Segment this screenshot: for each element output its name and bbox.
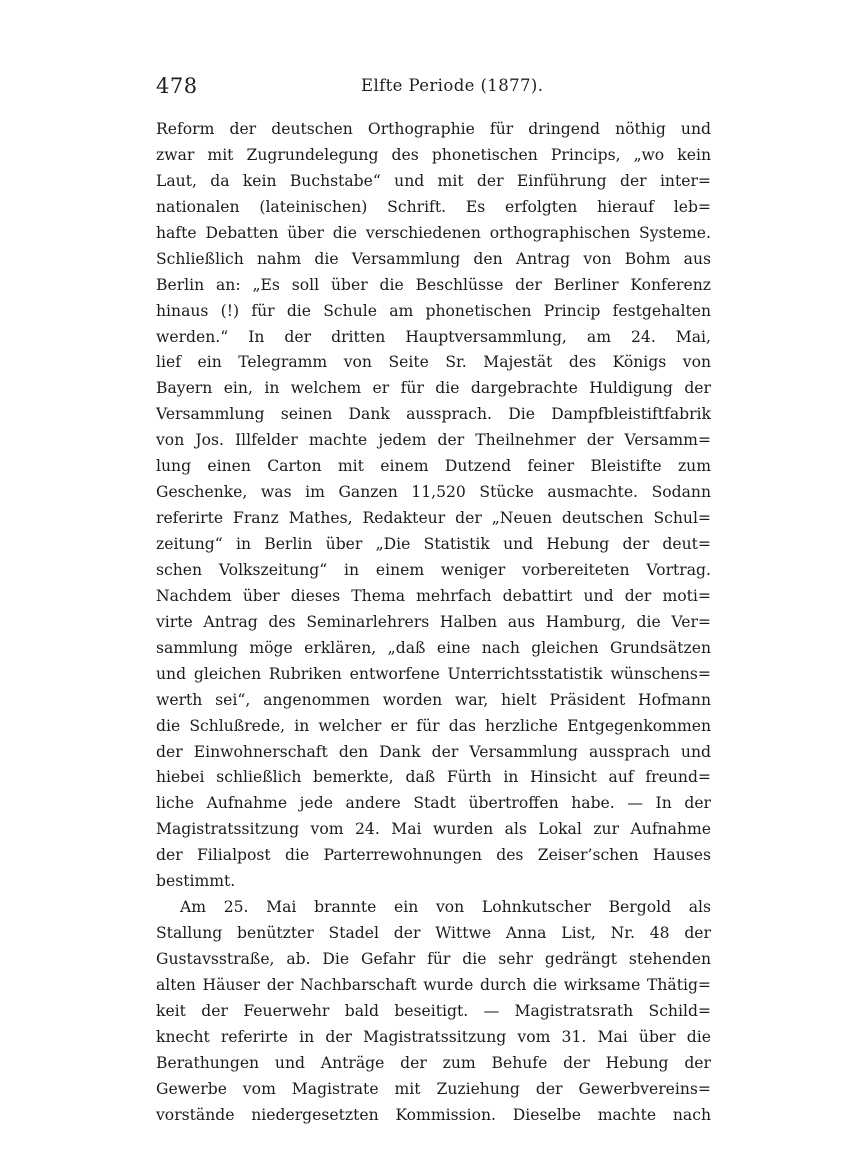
text-line: der Einwohnerschaft den Dank der Versammlung aussprach und <box>156 742 711 761</box>
text-line: zeitung“ in Berlin über „Die Statistik und Hebung der deut= <box>156 535 711 553</box>
text-line: Reform der deutschen Orthographie für dringend nöthig und <box>156 120 711 138</box>
text-line: nationalen (lateinischen) Schrift. Es erfolgten hierauf leb= <box>156 197 711 216</box>
text-line: virte Antrag des Seminarlehrers Halben aus Hamburg, die Ver= <box>156 612 711 631</box>
text-line: Berlin an: „Es soll über die Beschlüsse der Berliner Konferenz <box>156 275 711 294</box>
text-line: die Schlußrede, in welcher er für das herzliche Entgegenkommen <box>156 716 711 735</box>
body-text <box>156 117 711 1129</box>
text-line: hinaus (!) für die Schule am phonetischen Princip festgehalten <box>156 301 711 320</box>
running-head: Elfte Periode (1877). <box>361 76 544 95</box>
text-line: von Jos. Illfelder machte jedem der Theilnehmer der Versamm= <box>156 431 711 450</box>
text-line: lung einen Carton mit einem Dutzend feiner Bleistifte zum <box>156 457 711 476</box>
text-line: und gleichen Rubriken entworfene Unterrichtsstatistik wünschens= <box>156 664 711 683</box>
text-line: Nachdem über dieses Thema mehrfach debattirt und der moti= <box>156 586 711 605</box>
text-line: Geschenke, was im Ganzen 11,520 Stücke ausmachte. Sodann <box>156 483 711 502</box>
text-line: schen Volkszeitung“ in einem weniger vorbereiteten Vortrag. <box>156 560 711 579</box>
text-line: Stallung benützter Stadel der Wittwe Anna List, Nr. 48 der <box>156 924 711 943</box>
text-line: lief ein Telegramm von Seite Sr. Majestät des Königs von <box>156 353 711 372</box>
text-line: keit der Feuerwehr bald beseitigt. — Magistratsrath Schild= <box>156 1001 711 1020</box>
page-number: 478 <box>156 74 198 98</box>
text-line: sammlung möge erklären, „daß eine nach gleichen Grundsätzen <box>156 638 711 657</box>
text-line: Am 25. Mai brannte ein von Lohnkutscher Bergold als <box>180 898 711 917</box>
text-line: Bayern ein, in welchem er für die dargebrachte Huldigung der <box>156 379 711 398</box>
text-line: der Filialpost die Parterrewohnungen des Zeiser’schen Hauses <box>156 846 711 865</box>
text-line: werth sei“, angenommen worden war, hielt Präsident Hofmann <box>156 690 711 709</box>
text-line: liche Aufnahme jede andere Stadt übertroffen habe. — In der <box>156 794 711 813</box>
text-line: vorstände niedergesetzten Kommission. Dieselbe machte nach <box>156 1105 711 1124</box>
text-line: Laut, da kein Buchstabe“ und mit der Einführung der inter= <box>156 171 711 190</box>
text-line: hiebei schließlich bemerkte, daß Fürth in Hinsicht auf freund= <box>156 768 711 787</box>
text-line: Schließlich nahm die Versammlung den Antrag von Bohm aus <box>156 249 711 268</box>
paragraph <box>156 117 711 895</box>
text-line: knecht referirte in der Magistratssitzung vom 31. Mai über die <box>156 1027 711 1046</box>
text-line: Gustavsstraße, ab. Die Gefahr für die sehr gedrängt stehenden <box>156 950 711 968</box>
paragraph <box>156 895 711 1128</box>
text-line: Magistratssitzung vom 24. Mai wurden als Lokal zur Aufnahme <box>156 820 711 839</box>
text-line: werden.“ In der dritten Hauptversammlung, am 24. Mai, <box>156 327 711 346</box>
text-line: zwar mit Zugrundelegung des phonetischen Princips, „wo kein <box>156 145 711 164</box>
text-line: Versammlung seinen Dank aussprach. Die Dampfbleistiftfabrik <box>156 405 711 424</box>
text-line: hafte Debatten über die verschiedenen orthographischen Systeme. <box>156 223 711 242</box>
text-line: Gewerbe vom Magistrate mit Zuziehung der Gewerbvereins= <box>156 1079 711 1098</box>
text-line: Berathungen und Anträge der zum Behufe der Hebung der <box>156 1053 711 1072</box>
text-line: alten Häuser der Nachbarschaft wurde durch die wirksame Thätig= <box>156 975 711 994</box>
text-line: referirte Franz Mathes, Redakteur der „Neuen deutschen Schul= <box>156 509 711 528</box>
text-line: bestimmt. <box>156 872 236 891</box>
page-header <box>156 72 711 102</box>
